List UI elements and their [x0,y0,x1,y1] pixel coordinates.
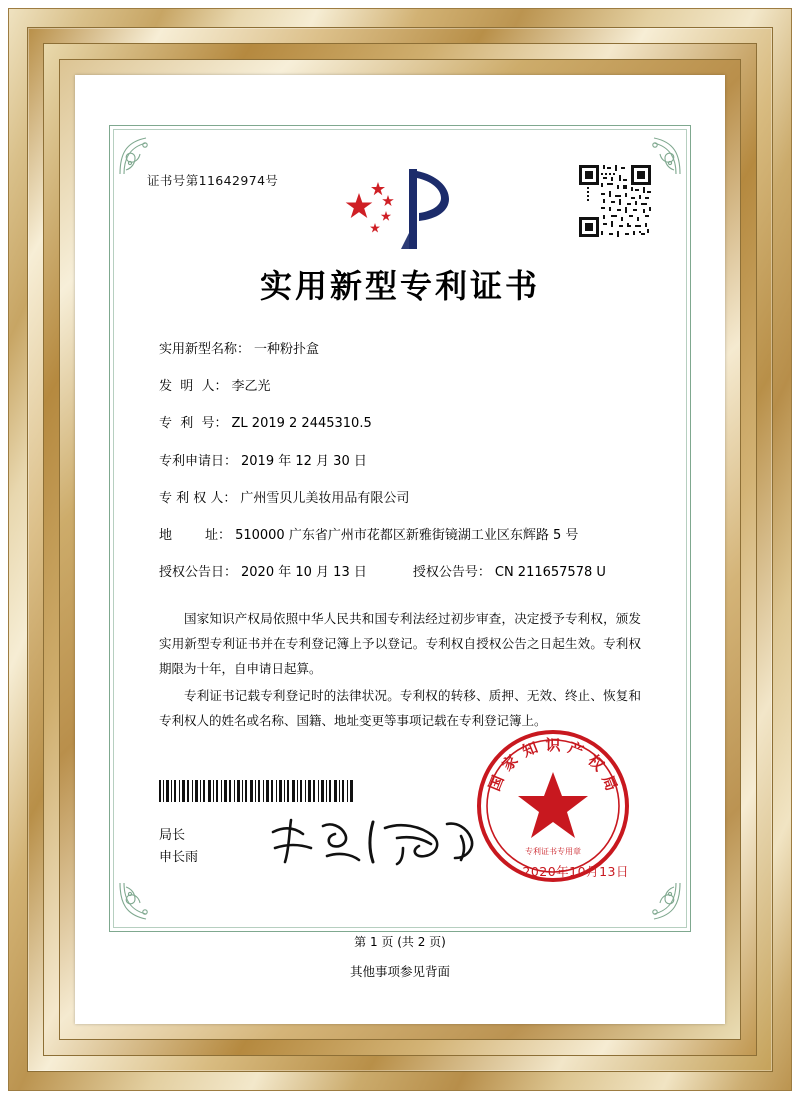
signature-block [159,825,198,868]
svg-text:识: 识 [545,736,561,754]
barcode-icon [159,780,355,802]
svg-text:知: 知 [519,738,541,761]
signature-title-label: 局长 [159,828,186,844]
svg-text:国: 国 [485,772,508,794]
certificate-body-text [145,606,655,733]
field-value: 510000 广东省广州市花都区新雅街镜湖工业区东辉路 5 号 [235,527,579,543]
field-value: ZL 2019 2 2445310.5 [231,416,372,432]
seal-date: 2020年10月13日 [522,864,629,879]
certificate-frame-outer [8,8,792,1091]
field-value-grant-number: CN 211657578 U [494,565,606,581]
field-label: 地 址： [159,527,232,543]
field-row-patentee [159,490,655,508]
field-label-grant-number: 授权公告号： [412,565,491,581]
certificate-paper [75,75,725,1024]
signature-name: 申长雨 [159,849,199,865]
field-label: 专 利 权 人： [159,490,237,506]
body-paragraph: 国家知识产权局依照中华人民共和国专利法经过初步审查，决定授予专利权，颁发实用新型专利证书并在专利登记簿上予以登记。专利权自授权公告之日起生效。专利权期限为十年，自申请日起算。 [159,611,641,677]
field-label: 专利申请日： [159,453,238,469]
handwritten-signature-icon [265,812,485,868]
svg-text:专利证书专用章: 专利证书专用章 [525,847,581,856]
field-value: 2019 年 12 月 30 日 [241,453,367,469]
field-row-utility-model-name [159,341,655,359]
field-value: 一种粉扑盒 [254,342,320,357]
certificate-fields [145,341,655,582]
field-value: 广州雪贝儿美妆用品有限公司 [240,490,410,506]
svg-text:产: 产 [565,738,587,761]
field-row-address [159,527,655,545]
body-paragraph: 专利证书记载专利登记时的法律状况。专利权的转移、质押、无效、终止、恢复和专利权人的姓名或名称、国籍、地址变更等事项记载在专利登记簿上。 [159,688,641,729]
field-label: 专 利 号： [159,416,228,432]
footer-note: 其他事项参见背面 [349,964,450,979]
field-value-grant-date: 2020 年 10 月 13 日 [241,565,367,581]
certificate-content [145,171,655,949]
certificate-number: 证书号第11642974号 [147,173,279,188]
svg-text:家: 家 [498,751,522,775]
field-row-inventor [159,378,655,396]
page-title: 实用新型专利证书 [259,267,540,305]
page-indicator: 第 1 页 (共 2 页) [354,935,446,949]
qr-code-icon [577,163,653,239]
field-row-patent-number [159,415,655,433]
field-row-grant-announcement [159,564,655,582]
svg-text:局: 局 [598,772,621,794]
svg-text:权: 权 [584,751,608,775]
field-value: 李乙光 [231,379,271,395]
cnipa-emblem-icon [345,165,455,253]
field-label-grant-date: 授权公告日： [159,565,238,581]
field-label: 发 明 人： [159,379,228,395]
field-label: 实用新型名称： [159,342,251,357]
field-row-application-date [159,453,655,471]
